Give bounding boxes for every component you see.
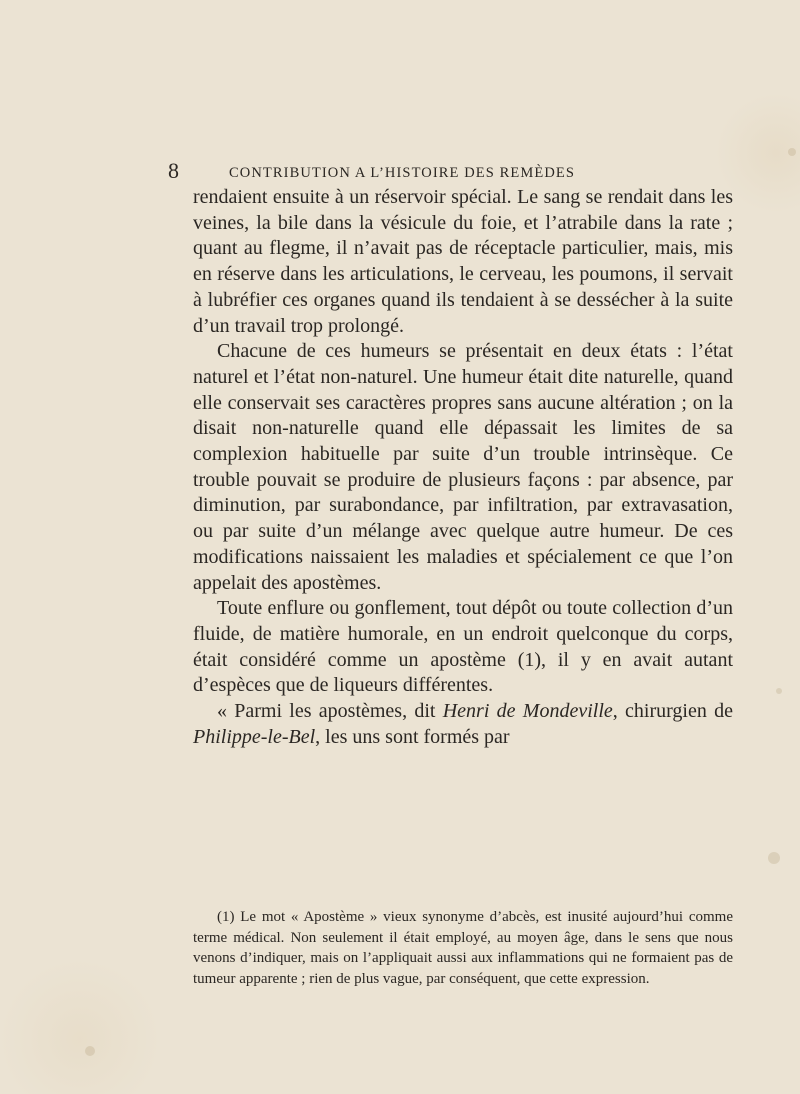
- text-run: , chirurgien de: [612, 700, 733, 723]
- footnote: (1) Le mot « Apostème » vieux synonyme d’abcès, est inusité aujourd’hui comme terme médical. Non seulement il était employé, au moyen âge, dans le sens que nous venons d’indiquer, mais on l’appliquait aussi aux inflammations qui ne formaient pas de tumeur apparente ; rien de plus vague, par conséquent, que cette expression.: [193, 909, 733, 987]
- paragraph: rendaient ensuite à un réservoir spécial. Le sang se rendait dans les veines, la bile dans la vésicule du foie, et l’atrabile dans la rate ; quant au flegme, il n’avait pas de réceptacle particulier, mais, mis en réserve dans les articulations, le cerveau, les poumons, il servait à lubréfier ces organes quand ils tendaient à se dessécher à la suite d’un travail trop prolongé.: [193, 186, 733, 337]
- running-head: [168, 158, 728, 188]
- text-run: « Parmi les apostèmes, dit: [217, 700, 443, 723]
- paragraph: Toute enflure ou gonflement, tout dépôt ou toute collection d’un fluide, de matière humorale, en un endroit quelconque du corps, était considéré comme un apostème (1), il y en avait autant d’espèces que de liqueurs différentes.: [193, 597, 733, 697]
- page-number: 8: [168, 158, 179, 183]
- king-name: Philippe-le-Bel: [193, 725, 316, 748]
- paper-stain: [768, 852, 780, 864]
- main-text: [193, 185, 733, 750]
- paper-stain: [788, 148, 796, 156]
- paper-stain: [776, 688, 782, 694]
- paragraph: [193, 699, 733, 750]
- paragraph: Chacune de ces humeurs se présentait en deux états : l’état naturel et l’état non-naturel. Une humeur était dite naturelle, quand elle conservait ses caractères propres sans aucune altération ; on la disait non-naturelle quand elle dépassait les limites de sa complexion habituelle par suite d’un trouble intrinsèque. Ce trouble pouvait se produire de plusieurs façons : par absence, par diminution, par surabondance, par infiltration, par extravasation, ou par suite d’un mélange avec quelque autre humeur. De ces modifications naissaient les maladies et spécialement ce que l’on appelait des apostèmes.: [193, 340, 733, 594]
- author-name: Henri de Mondeville: [442, 700, 613, 723]
- text-run: , les uns sont formés par: [315, 725, 510, 748]
- paper-stain: [85, 1046, 95, 1056]
- running-title: CONTRIBUTION A L’HISTOIRE DES REMÈDES: [229, 165, 576, 181]
